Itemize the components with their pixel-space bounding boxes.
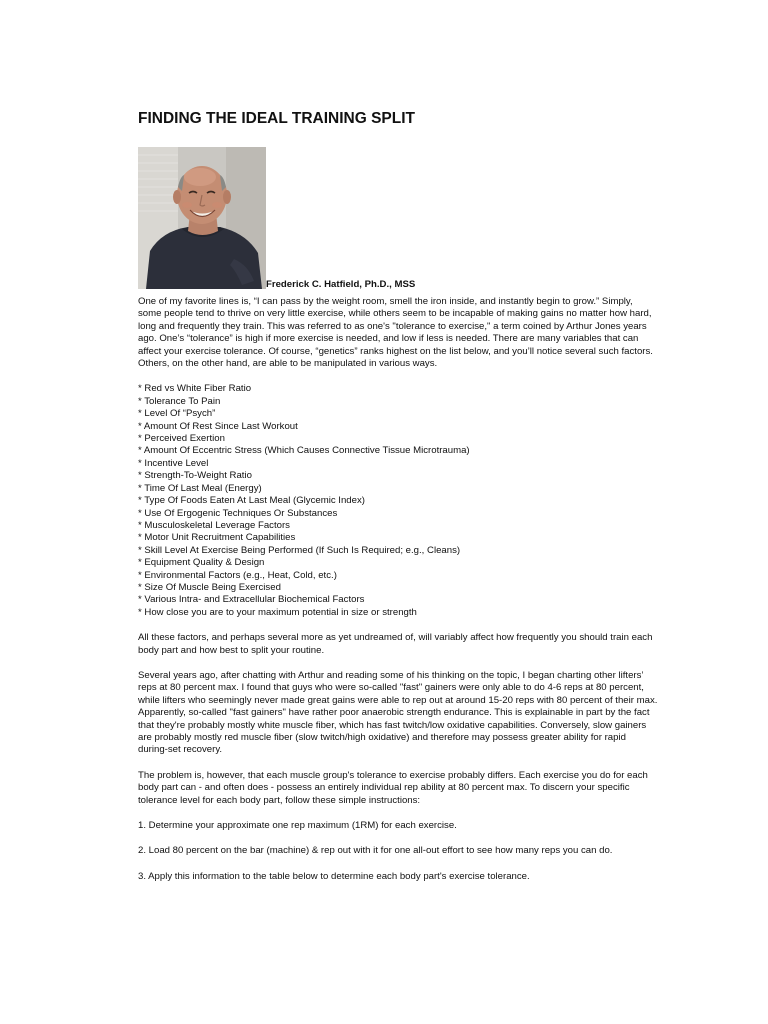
list-item: * Perceived Exertion [138,433,225,445]
list-item: * Type Of Foods Eaten At Last Meal (Glycemic Index) [138,495,365,507]
factors-summary-paragraph: All these factors, and perhaps several more as yet undreamed of, will variably affect how frequently you should train each body part and how best to split your routine. [138,632,653,656]
article-title: FINDING THE IDEAL TRAINING SPLIT [138,110,415,127]
step-item: 3. Apply this information to the table below to determine each body part's exercise tolerance. [138,870,530,882]
history-paragraph: Several years ago, after chatting with Arthur and reading some of his thinking on the topic, I began charting other lifters’ reps at 80 percent max. I found that guys who were so-called "fast" gainers were only able to do 4-6 reps at 80 percent, while lifters who seemingly never made great gains were able to rep out at around 15-20 reps with 80 percent of their max. Apparently, so-called "fast gainers" have rather poor anaerobic strength endurance. This is explainable in part by the fact that they're probably mostly white muscle fiber, which has fast twitch/low oxidative capabilities. Conversely, slow gainers are probably mostly red muscle fiber (slow twitch/high oxidative) and therefore may possess greater ability for rapid during-set recovery. [138,669,658,756]
list-item: * Amount Of Eccentric Stress (Which Causes Connective Tissue Microtrauma) [138,445,470,457]
list-item: * Red vs White Fiber Ratio [138,383,252,395]
list-item: * Amount Of Rest Since Last Workout [138,420,298,432]
factor-list [138,383,658,619]
list-item: * Motor Unit Recruitment Capabilities [138,532,296,544]
list-item: * Tolerance To Pain [138,395,221,407]
intro-paragraph: One of my favorite lines is, “I can pass by the weight room, smell the iron inside, and instantly begin to grow.” Simply, some people tend to thrive on very little exercise, while others seem to be incapable of making gains no matter how hard, long and frequently they train. This was referred to as one's "tolerance to exercise," a term coined by Arthur Jones years ago. One’s “tolerance” is high if more exercise is needed, and low if less is needed. There are many variables that can affect your exercise tolerance. Of course, “genetics” ranks highest on the list below, and you’ll notice several such factors. Others, on the other hand, are able to be manipulated in various ways. [138,296,653,370]
list-item: * Equipment Quality & Design [138,557,265,569]
article-body [138,296,658,896]
problem-paragraph: The problem is, however, that each muscle group's tolerance to exercise probably differs. Each exercise you do for each body part can - and often does - possess an entirely individual rep ability at 80 percent max. To discern your specific tolerance level for each body part, follow these simple instructions: [138,769,648,806]
step-item: 1. Determine your approximate one rep maximum (1RM) for each exercise. [138,820,457,832]
list-item: * Incentive Level [138,457,209,469]
list-item: * Various Intra- and Extracellular Biochemical Factors [138,594,365,606]
list-item: * Time Of Last Meal (Energy) [138,482,262,494]
list-item: * Environmental Factors (e.g., Heat, Cold, etc.) [138,569,337,581]
list-item: * Strength-To-Weight Ratio [138,470,252,482]
list-item: * How close you are to your maximum potential in size or strength [138,606,417,618]
list-item: * Use Of Ergogenic Techniques Or Substances [138,507,338,519]
step-item: 2. Load 80 percent on the bar (machine) & rep out with it for one all-out effort to see how many reps you can do. [138,845,613,857]
author-photo [138,147,266,289]
instruction-steps [138,820,658,883]
list-item: * Skill Level At Exercise Being Performed (If Such Is Required; e.g., Cleans) [138,544,461,556]
list-item: * Level Of “Psych” [138,408,216,420]
list-item: * Musculoskeletal Leverage Factors [138,519,290,531]
list-item: * Size Of Muscle Being Exercised [138,581,281,593]
author-byline: Frederick C. Hatfield, Ph.D., MSS [266,279,416,290]
